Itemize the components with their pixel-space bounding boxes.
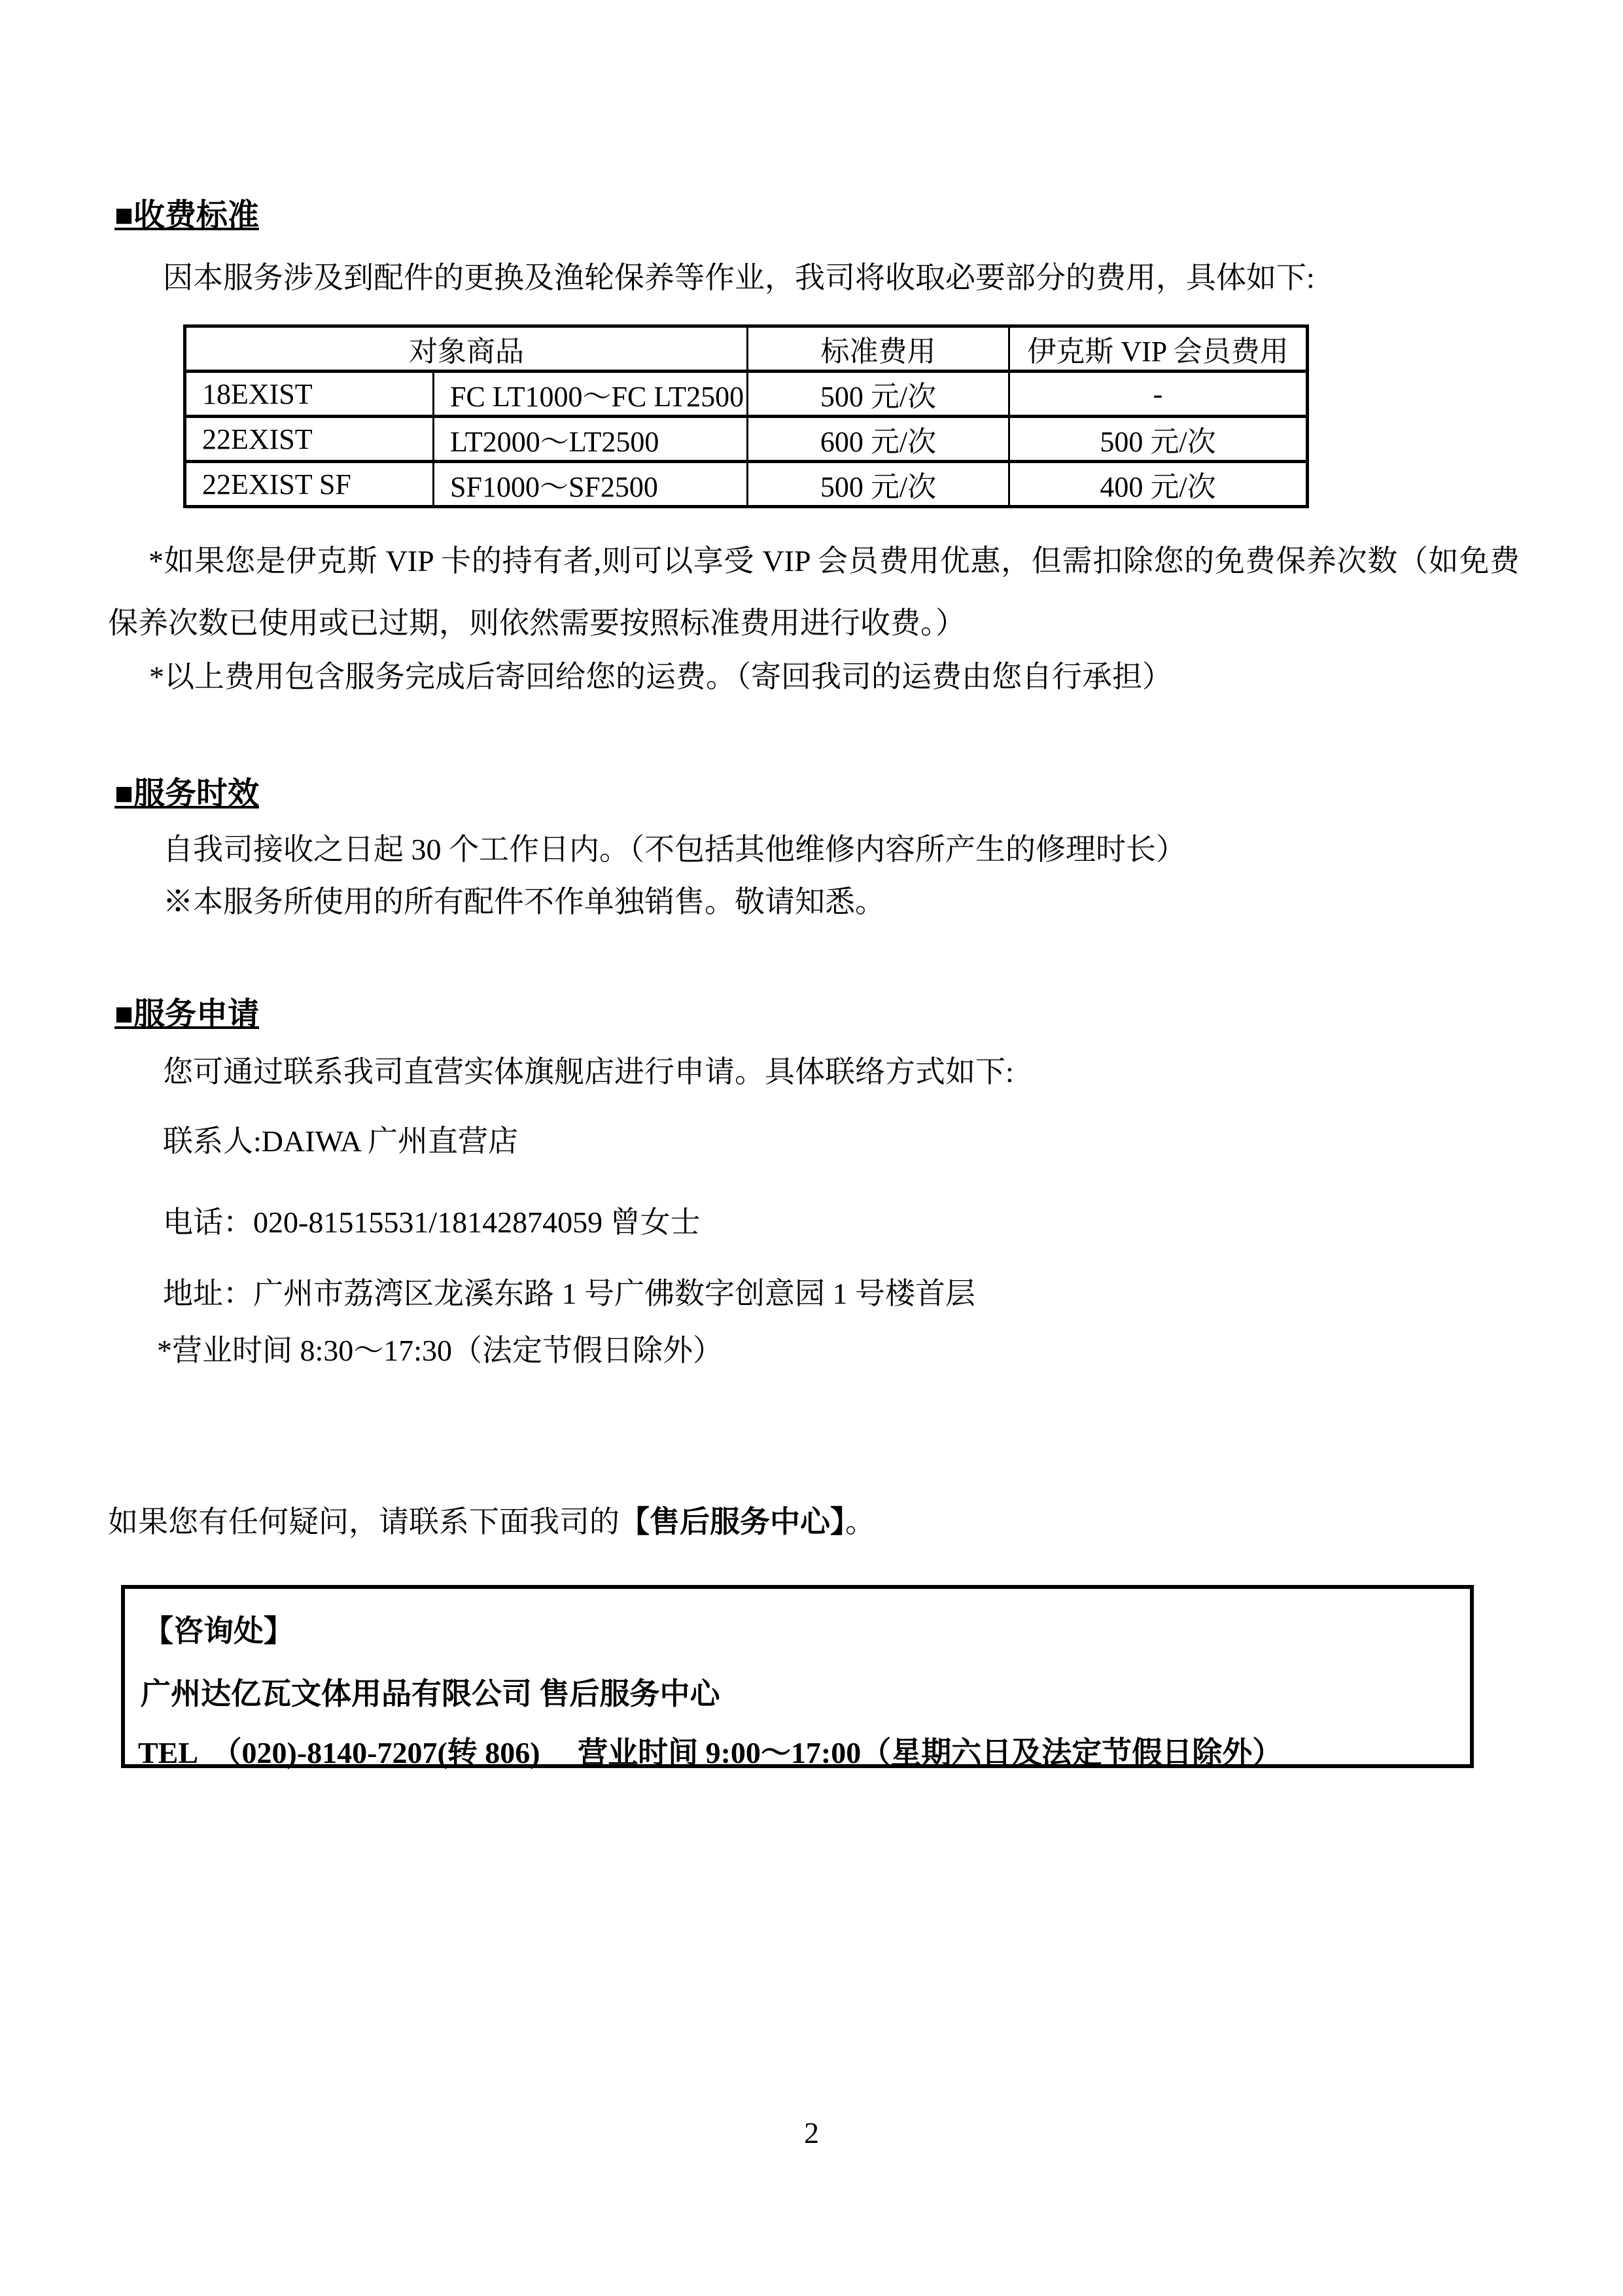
contact-address-line: 地址：广州市荔湾区龙溪东路 1 号广佛数字创意园 1 号楼首层 bbox=[163, 1277, 975, 1310]
inquiry-lead-bold: 【售后服务中心】 bbox=[620, 1505, 845, 1539]
inquiry-box-tel: TEL （020)-8140-7207(转 806) 营业时间 9:00～17:00（星期六日及法定节假日除外） bbox=[138, 1736, 1283, 1769]
fee-table-row bbox=[185, 417, 1308, 462]
cell-standard: 500 元/次 bbox=[748, 462, 1009, 507]
inquiry-lead-line bbox=[108, 1507, 875, 1537]
fee-section-heading: ■收费标准 bbox=[114, 198, 259, 233]
apply-section-heading: ■服务申请 bbox=[114, 997, 259, 1032]
cell-model: 18EXIST bbox=[185, 372, 434, 417]
contact-person-line: 联系人:DAIWA 广州直营店 bbox=[163, 1124, 519, 1158]
timeline-section-heading: ■服务时效 bbox=[114, 776, 259, 811]
contact-phone-line: 电话：020-81515531/18142874059 曾女士 bbox=[163, 1206, 701, 1239]
cell-model: 22EXIST SF bbox=[185, 462, 434, 507]
inquiry-lead-suffix: 。 bbox=[845, 1505, 875, 1539]
fee-intro-text: 因本服务涉及到配件的更换及渔轮保养等作业，我司将收取必要部分的费用，具体如下: bbox=[163, 261, 1315, 294]
inquiry-box-title: 【咨询处】 bbox=[143, 1614, 294, 1648]
inquiry-lead-prefix: 如果您有任何疑问，请联系下面我司的 bbox=[108, 1505, 620, 1539]
fee-note-vip: *如果您是伊克斯 VIP 卡的持有者,则可以享受 VIP 会员费用优惠，但需扣除您的免费保养次数（如免费保养次数已使用或已过期，则依然需要按照标准费用进行收费。） bbox=[108, 544, 1520, 640]
fee-table-header-product: 对象商品 bbox=[185, 326, 748, 372]
page-number: 2 bbox=[804, 2116, 819, 2149]
cell-range: FC LT1000～FC LT2500 bbox=[434, 372, 748, 417]
cell-range: SF1000～SF2500 bbox=[434, 462, 748, 507]
fee-table bbox=[183, 324, 1309, 508]
fee-note-shipping: *以上费用包含服务完成后寄回给您的运费。（寄回我司的运费由您自行承担） bbox=[149, 660, 1172, 693]
timeline-parts-note: ※本服务所使用的所有配件不作单独销售。敬请知悉。 bbox=[163, 885, 885, 918]
cell-vip: 500 元/次 bbox=[1009, 417, 1308, 462]
fee-table-row bbox=[185, 372, 1308, 417]
cell-vip: 400 元/次 bbox=[1009, 462, 1308, 507]
inquiry-box-company: 广州达亿瓦文体用品有限公司 售后服务中心 bbox=[141, 1677, 720, 1711]
cell-standard: 600 元/次 bbox=[748, 417, 1009, 462]
timeline-duration-text: 自我司接收之日起 30 个工作日内。（不包括其他维修内容所产生的修理时长） bbox=[163, 833, 1186, 866]
fee-table-header-standard: 标准费用 bbox=[748, 326, 1009, 372]
inquiry-box bbox=[121, 1585, 1474, 1768]
cell-vip: - bbox=[1009, 372, 1308, 417]
fee-table-header-row bbox=[185, 326, 1308, 372]
cell-standard: 500 元/次 bbox=[748, 372, 1009, 417]
business-hours-line: *营业时间 8:30～17:30（法定节假日除外） bbox=[157, 1334, 724, 1367]
fee-table-row bbox=[185, 462, 1308, 507]
cell-model: 22EXIST bbox=[185, 417, 434, 462]
cell-range: LT2000～LT2500 bbox=[434, 417, 748, 462]
fee-table-header-vip: 伊克斯 VIP 会员费用 bbox=[1009, 326, 1308, 372]
apply-intro-text: 您可通过联系我司直营实体旗舰店进行申请。具体联络方式如下: bbox=[163, 1055, 1014, 1088]
